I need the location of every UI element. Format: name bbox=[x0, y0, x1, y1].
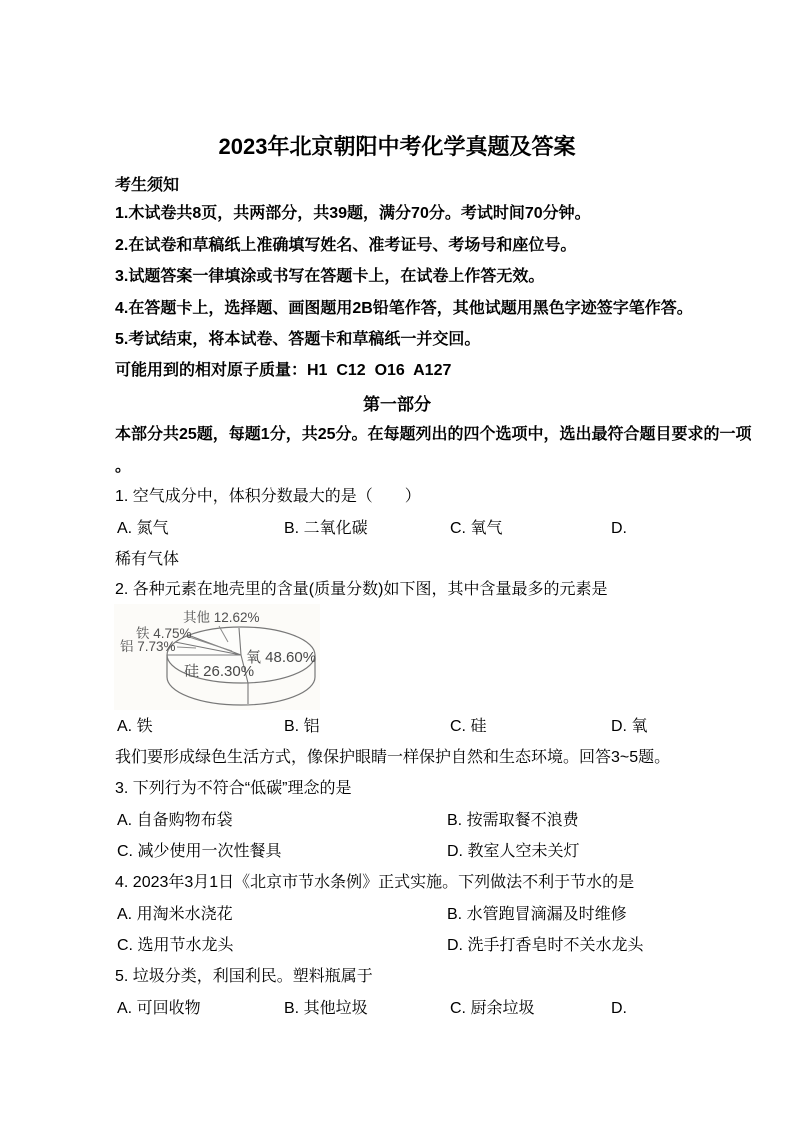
q3-stem: 3. 下列行为不符合“低碳”理念的是 bbox=[115, 780, 352, 797]
q3-option-d: D. 教室人空未关灯 bbox=[447, 843, 580, 860]
q5-stem: 5. 垃圾分类，利国利民。塑料瓶属于 bbox=[115, 968, 373, 985]
q1-option-d-overflow: 稀有气体 bbox=[115, 551, 180, 568]
q5-option-d: D. bbox=[611, 1000, 627, 1017]
pie-label-silicon: 硅 26.30% bbox=[184, 663, 255, 680]
q3-options-row-1 bbox=[0, 811, 794, 835]
pie-label-iron: 铁 4.75% bbox=[136, 626, 192, 641]
q3-option-b: B. 按需取餐不浪费 bbox=[447, 812, 579, 829]
page-title: 2023年北京朝阳中考化学真题及答案 bbox=[218, 134, 576, 159]
notice-item-4: 4.在答题卡上，选择题、画图题用2B铅笔作答，其他试题用黑色字迹签字笔作答。 bbox=[115, 300, 693, 317]
q5-option-b: B. 其他垃圾 bbox=[284, 1000, 368, 1017]
q5-options-row bbox=[0, 999, 794, 1023]
q1-option-b: B. 二氧化碳 bbox=[284, 520, 368, 537]
q5-option-c: C. 厨余垃圾 bbox=[450, 1000, 535, 1017]
q3-option-a: A. 自备购物布袋 bbox=[117, 812, 233, 829]
pie-label-oxygen: 氧 48.60% bbox=[246, 649, 317, 666]
notice-item-2: 2.在试卷和草稿纸上准确填写姓名、准考证号、考场号和座位号。 bbox=[115, 237, 577, 254]
q4-option-b: B. 水管跑冒滴漏及时维修 bbox=[447, 906, 627, 923]
notice-item-5: 5.考试结束，将本试卷、答题卡和草稿纸一并交回。 bbox=[115, 331, 481, 348]
q3-options-row-2 bbox=[0, 842, 794, 866]
q4-option-d: D. 洗手打香皂时不关水龙头 bbox=[447, 937, 644, 954]
atomic-mass-line: 可能用到的相对原子质量：H1 C12 O16 A127 bbox=[115, 362, 452, 379]
q4-stem: 4. 2023年3月1日《北京市节水条例》正式实施。下列做法不利于节水的是 bbox=[115, 874, 635, 891]
q2-option-b: B. 铝 bbox=[284, 718, 320, 735]
element-abundance-pie-chart bbox=[114, 604, 320, 710]
part1-heading: 第一部分 bbox=[363, 395, 431, 414]
q2-stem: 2. 各种元素在地壳里的含量(质量分数)如下图，其中含量最多的元素是 bbox=[115, 581, 608, 598]
q5-option-a: A. 可回收物 bbox=[117, 1000, 201, 1017]
q3-option-c: C. 减少使用一次性餐具 bbox=[117, 843, 282, 860]
notice-item-1: 1.木试卷共8页，共两部分，共39题，满分70分。考试时间70分钟。 bbox=[115, 205, 591, 222]
q1-stem: 1. 空气成分中，体积分数最大的是（ ） bbox=[115, 488, 421, 505]
notice-heading: 考生须知 bbox=[115, 177, 180, 194]
q2-option-d: D. 氧 bbox=[611, 718, 648, 735]
q4-options-row-1 bbox=[0, 905, 794, 929]
q1-option-c: C. 氧气 bbox=[450, 520, 503, 537]
q4-options-row-2 bbox=[0, 936, 794, 960]
notice-item-3: 3.试题答案一律填涂或书写在答题卡上，在试卷上作答无效。 bbox=[115, 268, 545, 285]
q2-options-row bbox=[0, 717, 794, 741]
q1-option-a: A. 氮气 bbox=[117, 520, 169, 537]
q2-option-c: C. 硅 bbox=[450, 718, 487, 735]
pie-label-other: 其他 12.62% bbox=[183, 610, 260, 625]
part1-intro: 本部分共25题，每题1分，共25分。在每题列出的四个选项中，选出最符合题目要求的一项 bbox=[115, 426, 752, 443]
q2-option-a: A. 铁 bbox=[117, 718, 153, 735]
q4-option-c: C. 选用节水龙头 bbox=[117, 937, 234, 954]
pie-label-aluminum: 铝 7.73% bbox=[120, 639, 176, 654]
q4-option-a: A. 用淘米水浇花 bbox=[117, 906, 233, 923]
q1-options-row bbox=[0, 519, 794, 543]
part1-intro-overflow: 。 bbox=[115, 458, 132, 475]
q1-option-d: D. bbox=[611, 520, 627, 537]
context-passage: 我们要形成绿色生活方式，像保护眼睛一样保护自然和生态环境。回答3~5题。 bbox=[115, 749, 671, 766]
